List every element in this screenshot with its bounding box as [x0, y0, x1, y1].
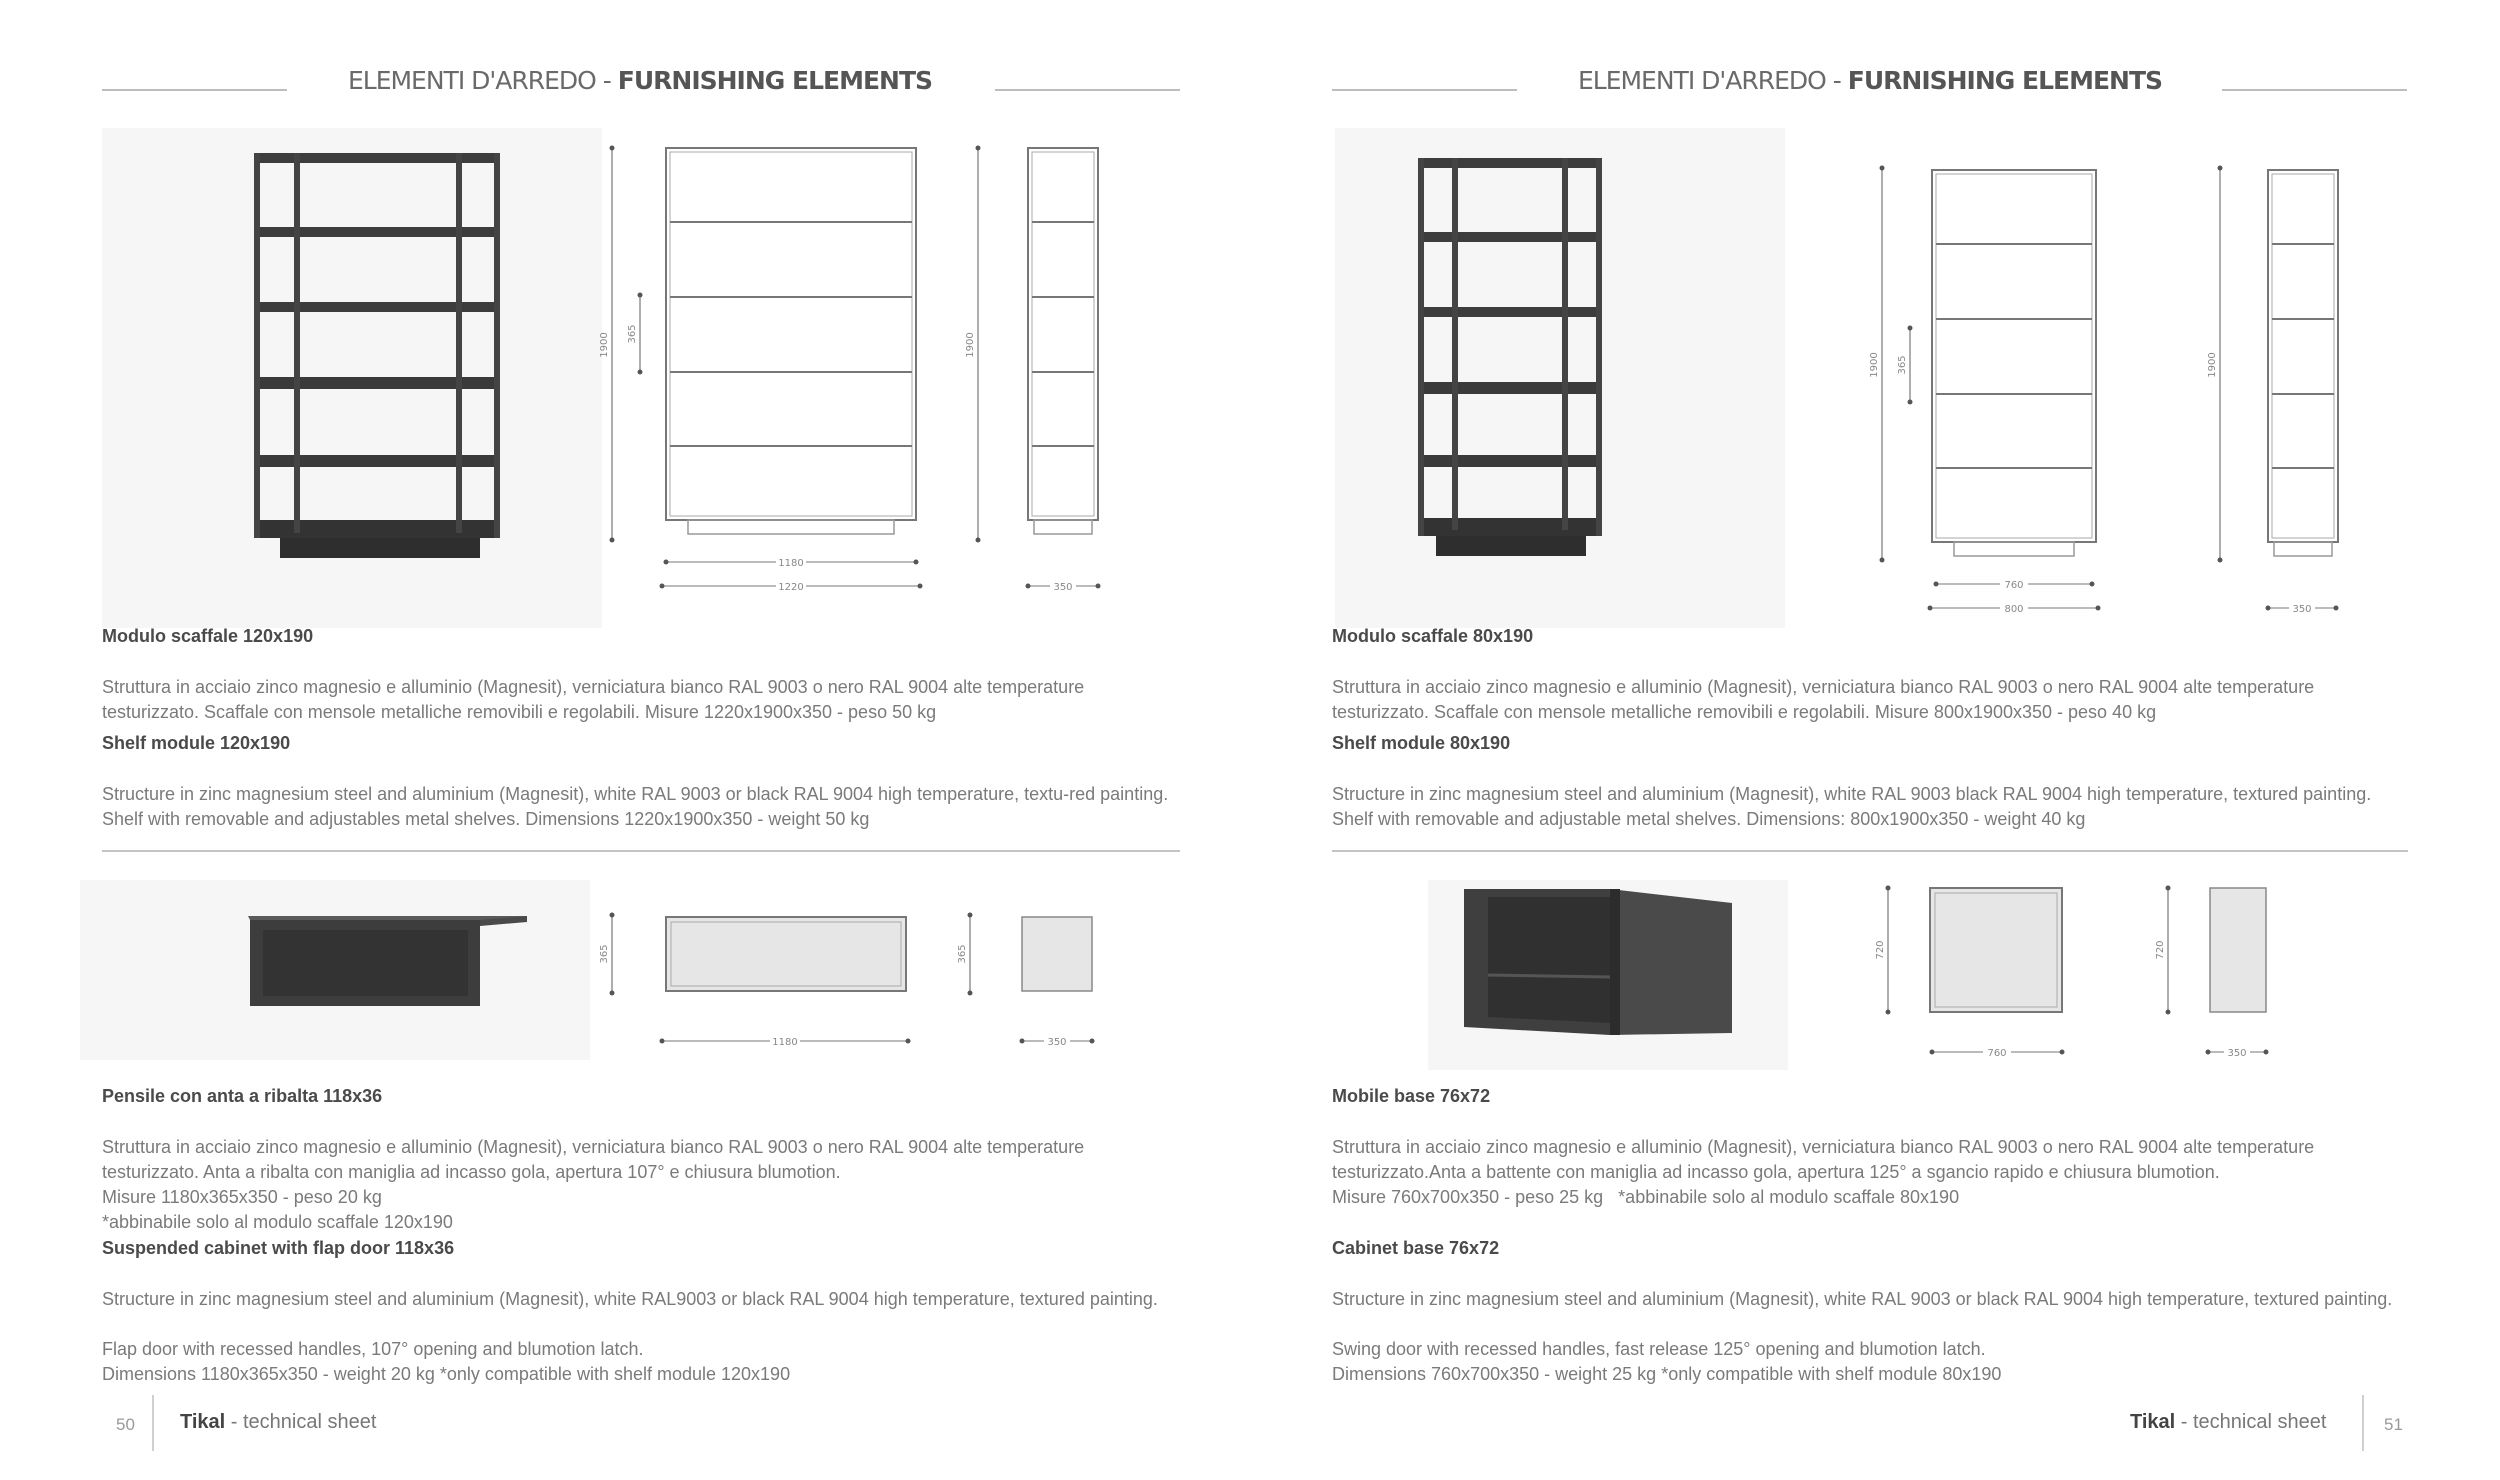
shelf-120-side-drawing: [965, 140, 1108, 600]
cabinet-76-render: [1460, 885, 1740, 1045]
dim-height-1900: 1900: [599, 332, 610, 358]
page-number-right: 51: [2384, 1415, 2403, 1434]
cabinet-118-body-en-3: Dimensions 1180x365x350 - weight 20 kg *only compatible with shelf module 120x190: [102, 1364, 791, 1384]
shelf-120-body-it: Struttura in acciaio zinco magnesio e alluminio (Magnesit), verniciatura bianco RAL 9003 o nero RAL 9004 alte temperature testurizzato. Scaffale con mensole metalliche removibili e regolabili. Misure 1220x1900x350 - peso 50 kg: [102, 677, 1085, 722]
dim-80-inner-width-760: 760: [2004, 580, 2024, 591]
dim-cabinet-76-width-760: 760: [1987, 1048, 2007, 1059]
cabinet-118-body-it-3: *abbinabile solo al modulo scaffale 120x190: [102, 1212, 453, 1232]
cabinet-118-title-it: Pensile con anta a ribalta 118x36: [102, 1086, 383, 1106]
footer-separator-left: [152, 1395, 154, 1451]
shelf-80-body-en: Structure in zinc magnesium steel and aluminium (Magnesit), white RAL 9003 black RAL 9004 high temperature, textured painting. Shelf with removable and adjustable metal shelves. Dimensions: 800x1900x350 - weight 40 kg: [1332, 784, 2372, 829]
footer-separator-right: [2362, 1395, 2364, 1451]
cabinet-118-body-en: Structure in zinc magnesium steel and aluminium (Magnesit), white RAL9003 or black RAL 9004 high temperature, textured painting.: [102, 1289, 1158, 1309]
dim-cabinet-side-height-365: 365: [957, 944, 968, 964]
header-rule-right-b: [2222, 89, 2407, 91]
shelf-80-title-en: Shelf module 80x190: [1332, 733, 1511, 753]
shelf-120-front-drawing: [598, 140, 948, 600]
dim-side-height-1900: 1900: [965, 332, 976, 358]
dim-cabinet-76-side-height-720: 720: [2155, 940, 2166, 960]
page-title-right: ELEMENTI D'ARREDO - FURNISHING ELEMENTS: [1577, 66, 2163, 95]
cabinet-118-render: [245, 910, 535, 1010]
section-divider-right: [1332, 850, 2408, 852]
dim-inner-width-1180: 1180: [778, 558, 804, 569]
dim-cabinet-76-depth-350: 350: [2227, 1048, 2247, 1059]
cabinet-76-front-drawing: [1875, 880, 2098, 1070]
shelf-120-title-it: Modulo scaffale 120x190: [102, 626, 314, 646]
dim-80-shelf-gap-365: 365: [1897, 355, 1908, 375]
page-number-left: 50: [116, 1415, 135, 1434]
dim-cabinet-depth-350: 350: [1047, 1037, 1067, 1048]
shelf-80-render: [1408, 150, 1608, 570]
dim-outer-width-1220: 1220: [778, 582, 804, 593]
header-rule-right-a: [1332, 89, 1517, 91]
shelf-80-front-drawing: [1870, 160, 2120, 620]
footer-label-left: Tikal - technical sheet: [180, 1411, 377, 1433]
dim-80-height-1900: 1900: [1869, 352, 1880, 378]
page-title-left: ELEMENTI D'ARREDO - FURNISHING ELEMENTS: [347, 66, 933, 95]
dim-80-side-height-1900: 1900: [2207, 352, 2218, 378]
shelf-120-title-en: Shelf module 120x190: [102, 733, 291, 753]
dim-cabinet-76-height-720: 720: [1875, 940, 1886, 960]
cabinet-76-body-en-2: Swing door with recessed handles, fast release 125° opening and blumotion latch.: [1332, 1339, 1986, 1359]
dim-cabinet-height-365: 365: [599, 944, 610, 964]
shelf-80-title-it: Modulo scaffale 80x190: [1332, 626, 1534, 646]
cabinet-118-body-it-2: Misure 1180x365x350 - peso 20 kg: [102, 1187, 382, 1207]
dim-cabinet-width-1180: 1180: [772, 1037, 798, 1048]
cabinet-76-body-it-2: Misure 760x700x350 - peso 25 kg *abbinabile solo al modulo scaffale 80x190: [1332, 1187, 1960, 1207]
header-rule-left-a: [102, 89, 287, 91]
cabinet-118-body-en-2: Flap door with recessed handles, 107° opening and blumotion latch.: [102, 1339, 644, 1359]
footer-label-right: Tikal - technical sheet: [2130, 1411, 2327, 1433]
header-rule-left-b: [995, 89, 1180, 91]
shelf-80-side-drawing: [2207, 160, 2340, 620]
cabinet-118-side-drawing: [957, 905, 1110, 1055]
section-divider-left: [102, 850, 1180, 852]
shelf-80-body-it: Struttura in acciaio zinco magnesio e alluminio (Magnesit), verniciatura bianco RAL 9003 o nero RAL 9004 alte temperature testurizzato. Scaffale con mensole metalliche removibili e regolabili. Misure 800x1900x350 - peso 40 kg: [1332, 677, 2315, 722]
dim-shelf-gap-365: 365: [627, 324, 638, 344]
dim-side-depth-350: 350: [1053, 582, 1073, 593]
shelf-120-render: [240, 145, 510, 570]
cabinet-76-body-en: Structure in zinc magnesium steel and aluminium (Magnesit), white RAL 9003 or black RAL 9004 high temperature, textured painting.: [1332, 1289, 2393, 1309]
cabinet-76-side-drawing: [2155, 880, 2288, 1070]
cabinet-76-body-en-3: Dimensions 760x700x350 - weight 25 kg *only compatible with shelf module 80x190: [1332, 1364, 2002, 1384]
cabinet-76-body-it: Struttura in acciaio zinco magnesio e alluminio (Magnesit), verniciatura bianco RAL 9003 o nero RAL 9004 alte temperature testurizzato.Anta a battente con maniglia ad incasso gola, apertura 125° a sgancio rapido e chiusura blumotion.: [1332, 1137, 2315, 1182]
dim-80-outer-width-800: 800: [2004, 604, 2024, 615]
cabinet-76-title-it: Mobile base 76x72: [1332, 1086, 1491, 1106]
dim-80-side-depth-350: 350: [2292, 604, 2312, 615]
cabinet-118-body-it: Struttura in acciaio zinco magnesio e alluminio (Magnesit), verniciatura bianco RAL 9003 o nero RAL 9004 alte temperature testurizzato. Anta a ribalta con maniglia ad incasso gola, apertura 107° e chiusura blumotion.: [102, 1137, 1085, 1182]
cabinet-118-title-en: Suspended cabinet with flap door 118x36: [102, 1238, 455, 1258]
shelf-120-body-en: Structure in zinc magnesium steel and aluminium (Magnesit), white RAL 9003 or black RAL 9004 high temperature, textu-red painting. Shelf with removable and adjustables metal shelves. Dimensions 1220x1900x350 - weight 50 kg: [102, 784, 1169, 829]
cabinet-118-front-drawing: [598, 905, 938, 1055]
cabinet-76-title-en: Cabinet base 76x72: [1332, 1238, 1500, 1258]
